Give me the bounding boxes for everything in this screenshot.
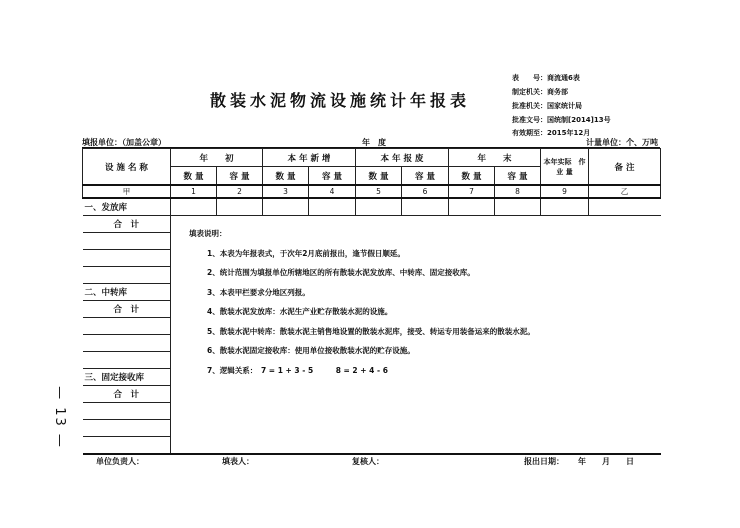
instruction-item: 2、统计范围为填报单位所辖地区的所有散装水泥发放库、中转库、固定接收库。 xyxy=(207,268,475,277)
row-label: 合 计 xyxy=(83,216,171,233)
instructions-cell xyxy=(171,216,661,455)
row-label[interactable] xyxy=(83,267,171,284)
row-label[interactable] xyxy=(83,335,171,352)
group-header-scrapped: 本 年 报 废 xyxy=(356,149,449,167)
data-cell[interactable] xyxy=(541,198,589,216)
data-cell[interactable] xyxy=(217,198,263,216)
row-label[interactable] xyxy=(83,318,171,335)
meta-form-number: 表 号：商流通6表 xyxy=(512,74,580,82)
code-cell: 甲 xyxy=(83,185,171,198)
measure-unit-label: 计量单位：个、万吨 xyxy=(586,138,658,147)
reviewer-label: 复核人： xyxy=(352,457,384,466)
row-label: 一、发放库 xyxy=(83,198,171,216)
actual-header-line1: 本年实际 作 xyxy=(543,157,586,166)
sub-header-cap: 容 量 xyxy=(402,167,449,186)
row-label[interactable] xyxy=(83,352,171,369)
sub-header-qty: 数 量 xyxy=(449,167,495,186)
data-cell[interactable] xyxy=(263,198,309,216)
code-cell: 9 xyxy=(541,185,589,198)
data-cell[interactable] xyxy=(495,198,541,216)
group-header-end: 年 末 xyxy=(449,149,541,167)
sub-header-cap: 容 量 xyxy=(217,167,263,186)
data-cell[interactable] xyxy=(449,198,495,216)
data-cell[interactable] xyxy=(589,198,661,216)
code-cell: 6 xyxy=(402,185,449,198)
year-label: 年 度 xyxy=(362,138,386,147)
sub-header-qty: 数 量 xyxy=(171,167,217,186)
meta-issuer: 制定机关：商务部 xyxy=(512,88,568,96)
meta-approval-number: 批准文号：国统制[2014]13号 xyxy=(512,116,611,124)
row-label[interactable] xyxy=(83,250,171,267)
row-label[interactable] xyxy=(83,420,171,437)
data-cell[interactable] xyxy=(309,198,356,216)
report-date-label: 报出日期： xyxy=(524,457,564,466)
row-label: 二、中转库 xyxy=(83,284,171,301)
unit-head-label: 单位负责人： xyxy=(96,457,144,466)
statistics-table xyxy=(82,148,661,455)
instruction-item: 5、散装水泥中转库：散装水泥主销售地设置的散装水泥库，接受、转运专用装备运来的散装水泥。 xyxy=(207,326,535,336)
group-header-added: 本 年 新 增 xyxy=(263,149,356,167)
code-cell: 5 xyxy=(356,185,402,198)
code-cell: 7 xyxy=(449,185,495,198)
code-cell: 乙 xyxy=(589,185,661,198)
instruction-item: 1、本表为年报表式，于次年2月底前报出，逢节假日顺延。 xyxy=(207,248,405,258)
instruction-item: 4、散装水泥发放库：水泥生产业贮存散装水泥的设施。 xyxy=(207,307,393,316)
data-cell[interactable] xyxy=(171,198,217,216)
meta-approver: 批准机关：国家统计局 xyxy=(512,102,582,110)
row-label: 合 计 xyxy=(83,386,171,403)
data-cell[interactable] xyxy=(356,198,402,216)
row-label[interactable] xyxy=(83,403,171,420)
instructions-heading: 填表说明： xyxy=(189,229,227,238)
group-header-start: 年 初 xyxy=(171,149,263,167)
row-label[interactable] xyxy=(83,233,171,250)
page-number: — 13 — xyxy=(51,386,67,449)
actual-volume-header xyxy=(541,149,589,186)
instructions xyxy=(171,216,661,380)
code-cell: 8 xyxy=(495,185,541,198)
report-unit-label: 填报单位：（加盖公章） xyxy=(82,138,166,147)
row-label: 合 计 xyxy=(83,301,171,318)
facility-name-header: 设 施 名 称 xyxy=(83,149,171,186)
code-cell: 4 xyxy=(309,185,356,198)
instruction-item: 3、本表甲栏要求分地区列报。 xyxy=(207,287,310,297)
instruction-item: 6、散装水泥固定接收库：使用单位接收散装水泥的贮存设施。 xyxy=(207,346,415,355)
sub-header-cap: 容 量 xyxy=(309,167,356,186)
row-label[interactable] xyxy=(83,437,171,455)
code-cell: 2 xyxy=(217,185,263,198)
actual-header-line2: 业 量 xyxy=(556,167,573,176)
meta-valid-until: 有效期至：2015年12月 xyxy=(512,129,591,137)
sub-header-cap: 容 量 xyxy=(495,167,541,186)
remark-header: 备 注 xyxy=(589,149,661,186)
sub-header-qty: 数 量 xyxy=(263,167,309,186)
data-cell[interactable] xyxy=(402,198,449,216)
sub-header-qty: 数 量 xyxy=(356,167,402,186)
row-label: 三、固定接收库 xyxy=(83,369,171,386)
report-date-fields: 年 月 日 xyxy=(578,457,634,466)
code-cell: 1 xyxy=(171,185,217,198)
form-title: 散装水泥物流设施统计年报表 xyxy=(210,91,471,110)
code-cell: 3 xyxy=(263,185,309,198)
filler-label: 填表人： xyxy=(222,457,254,466)
instruction-item: 7、逻辑关系： 7 = 1 + 3 - 5 8 = 2 + 4 - 6 xyxy=(207,365,388,375)
